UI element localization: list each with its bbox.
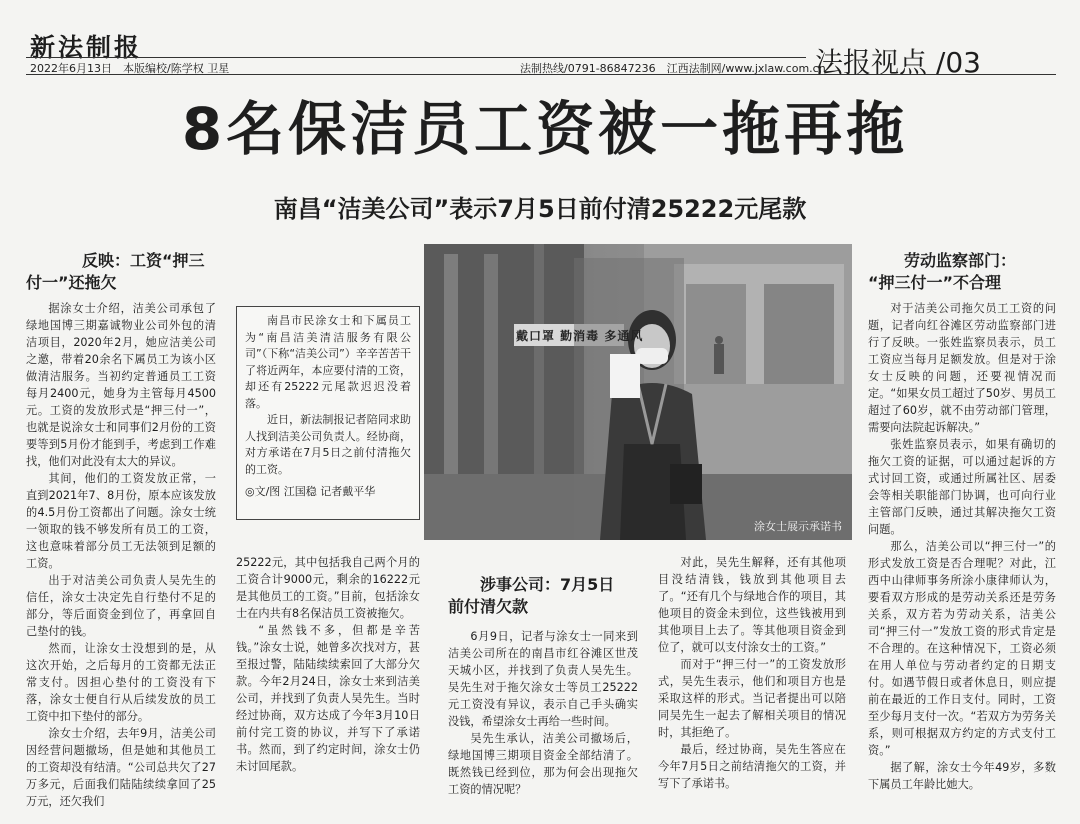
- paragraph: 然而，让涂女士没想到的是，从这次开始，之后每月的工资都无法正常支付。因担心垫付的工资没有下落，涂女士便自行从后续发放的员工工资中扣下垫付的部分。: [26, 642, 216, 723]
- newspaper-logo: 新法制报: [30, 33, 143, 62]
- subheadline: 南昌“洁美公司”表示7月5日前付清25222元尾款: [273, 195, 807, 223]
- news-photo: [424, 244, 852, 540]
- header-rule: [26, 74, 1056, 75]
- photo-banner-text: 戴口罩 勤消毒 多通风: [516, 329, 644, 343]
- date-line: 2022年6月13日 本版编校/陈学权 卫星: [30, 62, 230, 75]
- kicker-title: “押三付一”不合理: [868, 273, 1002, 292]
- article-column-1: [26, 300, 216, 810]
- paragraph: 那么，洁美公司以“押三付一”的形式发放工资是否合理呢？对此，江西中山律师事务所涂小康律师认为，要看双方形成的是劳动关系还是劳务关系，双方若为劳动关系，洁美公司“押三付一”发放工资的形式肯定是不合理的。在这种情况下，工资必须在用人单位与劳动者约定的日期支付。如遇节假日或者休息日，则应提前在最近的工作日支付。同时，工资至少每月支付一次。“若双方为劳务关系，则可根据双方约定的方式支付工资。”: [868, 540, 1056, 757]
- article-column-3: [448, 628, 638, 798]
- article-column-2: [236, 554, 420, 775]
- kicker-title-2: 前付清欠款: [448, 597, 529, 616]
- paragraph: “虽然钱不多，但都是辛苦钱。”涂女士说，她曾多次找对方，甚至报过警，陆陆续续索回了大部分欠款。今年2月24日，涂女士来到洁美公司，并找到了负责人吴先生。当时经过协商，双方达成了今年3月10日前付完工资的协议，并写下了承诺书。然而，到了约定时间，涂女士仍未讨回尾款。: [236, 624, 420, 773]
- photo-image: [424, 244, 852, 540]
- intro-paragraph: 南昌市民涂女士和下属员工为“南昌洁美清洁服务有限公司”（下称“洁美公司”）辛辛苦苦干了将近两年，本应要付清的工资，却还有25222元尾款迟迟没着落。: [245, 314, 411, 410]
- intro-box: [236, 306, 420, 520]
- paragraph: 25222元，其中包括我自己两个月的工资合计9000元，剩余的16222元是其他员工的工资。”目前，包括涂女士在内共有8名保洁员工资被拖欠。: [236, 556, 420, 620]
- kicker-label: 涉事公司：: [480, 575, 561, 594]
- paragraph: 出于对洁美公司负责人吴先生的信任，涂女士决定先自行垫付不足的部分，等后面资金到位了，再拿回自己垫付的钱。: [26, 574, 216, 638]
- headline: 8名保洁员工资被一拖再拖: [181, 95, 909, 163]
- paragraph: 其间，他们的工资发放正常，一直到2021年7、8月份，原本应该发放的4.5月份工资都出了问题。涂女士统一领取的钱不够发所有员工的工资，这也意味着部分员工无法领到足额的工资。: [26, 472, 216, 570]
- paragraph: 张姓监察员表示，如果有确切的拖欠工资的证据，可以通过起诉的方式讨回工资，或通过所属社区、居委会等相关职能部门协调，也可向行业主管部门反映，通过其解决拖欠工资问题。: [868, 438, 1056, 536]
- intro-paragraph: 近日，新法制报记者陪同求助人找到洁美公司负责人。经协商，对方承诺在7月5日之前付清拖欠的工资。: [245, 413, 411, 476]
- paragraph: 6月9日，记者与涂女士一同来到洁美公司所在的南昌市红谷滩区世茂天城小区，并找到了负责人吴先生。吴先生对于拖欠涂女士等员工25222元工资没有异议，表示自己手头确实没钱，希望涂女士再给一些时间。: [448, 630, 638, 728]
- col5-kicker: [868, 250, 1056, 294]
- paragraph: 对于洁美公司拖欠员工工资的问题，记者向红谷滩区劳动监察部门进行了反映。一张姓监察员表示，员工工资应当每月足额发放。但是对于涂女士反映的问题，还要视情况而定。“如果女员工超过了50岁、男员工超过了60岁，就不由劳动部门管理，需要向法院起诉解决。”: [868, 302, 1056, 434]
- col1-kicker: [26, 250, 216, 294]
- photo-caption: 涂女士展示承诺书: [754, 520, 842, 533]
- kicker-label: 劳动监察部门：: [904, 251, 1017, 270]
- byline: ◎文/图 江国稳 记者戴平华: [245, 485, 376, 498]
- paragraph: 吴先生承认，洁美公司撤场后，绿地国博三期项目资金全部结清了。既然钱已经到位，那为何会出现拖欠工资的情况呢？: [448, 732, 638, 796]
- paragraph: 据涂女士介绍，洁美公司承包了绿地国博三期嘉诚物业公司外包的清洁项目，2020年2月，她应洁美公司之邀，带着20余名下属员工为该小区做清洁服务。当初约定普通员工工资每月2400元，她身为主管每月4500元。工资的发放形式是“押三付一”，也就是说涂女士和同事们2月份的工资要等到5月份才能到手，考虑到工作难找，他们对此没有太大的异议。: [26, 302, 216, 468]
- paragraph: 而对于“押三付一”的工资发放形式，吴先生表示，他们和项目方也是采取这样的形式。当记者提出可以陪同吴先生一起去了解相关项目的情况时，其拒绝了。: [658, 658, 846, 739]
- paragraph: 对此，吴先生解释，还有其他项目没结清钱，钱放到其他项目去了。“还有几个与绿地合作的项目，其他项目的资金未到位，这些钱被用到其他项目上去了。等其他项目资金到位了，就可以支付涂女士的工资。”: [658, 556, 846, 654]
- kicker-label: 反映：: [82, 251, 131, 270]
- paragraph: 据了解，涂女士今年49岁，多数下属员工年龄比她大。: [868, 761, 1056, 791]
- masthead-rule: [26, 57, 806, 58]
- article-column-5: [868, 300, 1056, 793]
- kicker-title: 7月5日: [560, 575, 615, 594]
- paragraph: 最后，经过协商，吴先生答应在今年7月5日之前结清拖欠的工资，并写下了承诺书。: [658, 743, 846, 790]
- contact-line: 法制热线/0791-86847236 江西法制网/www.jxlaw.com.cn: [520, 62, 826, 75]
- kicker-title: 工资“押三付一”还拖欠: [26, 251, 205, 292]
- col3-kicker: [448, 574, 638, 618]
- paragraph: 涂女士介绍，去年9月，洁美公司因经营问题撤场，但是她和其他员工的工资却没有结清。“公司总共欠了27万多元，后面我们陆陆续续拿回了25万元，还欠我们: [26, 727, 216, 808]
- article-column-4: [658, 554, 846, 792]
- section-label: 法报视点 /03: [815, 46, 981, 79]
